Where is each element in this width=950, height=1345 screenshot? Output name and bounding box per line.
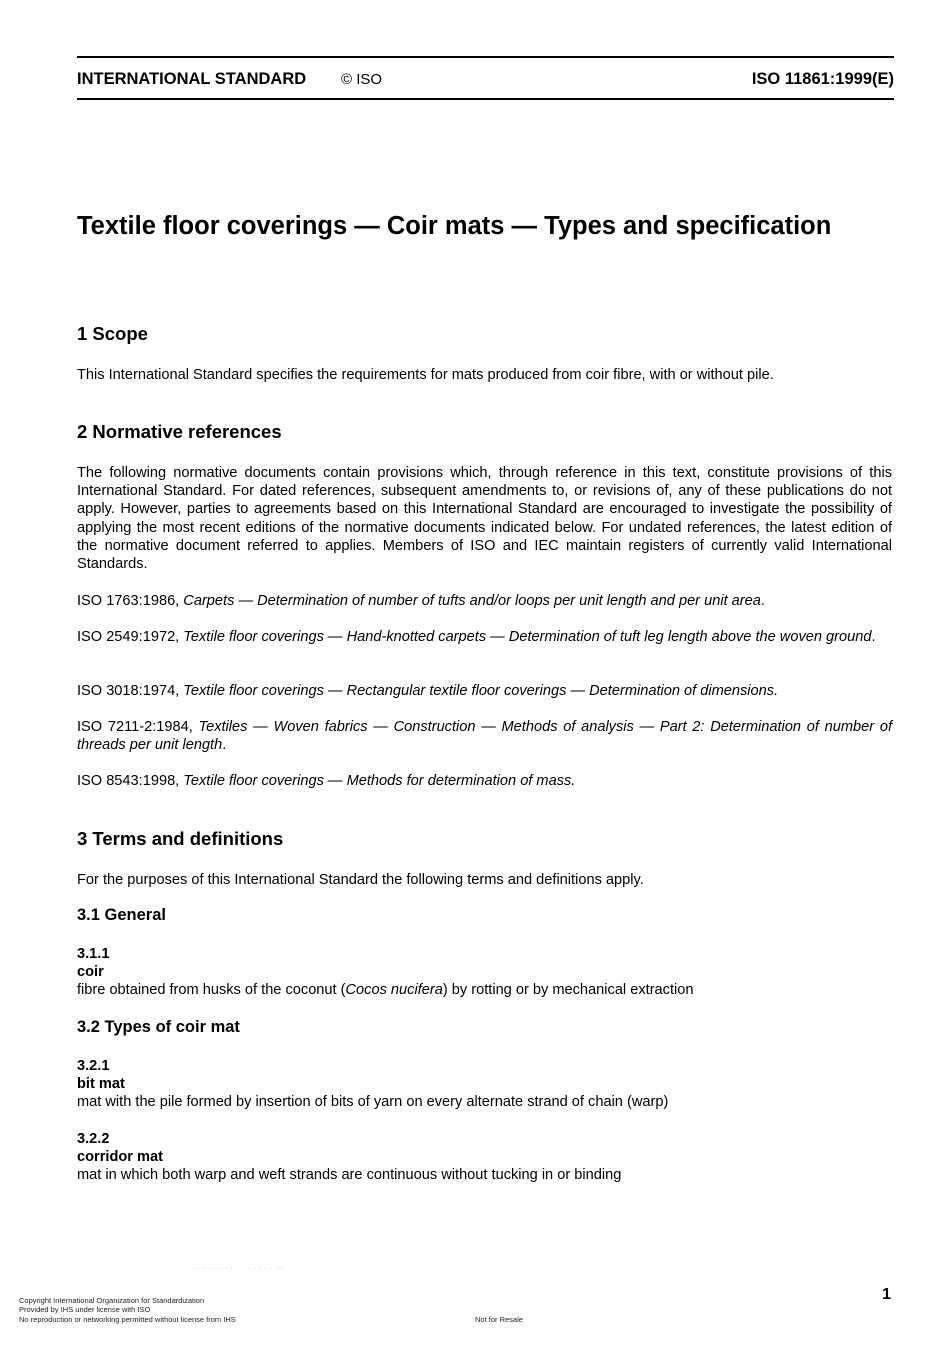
- document-title: Textile floor coverings — Coir mats — Types and specification: [77, 212, 832, 240]
- reference-code: ISO 7211-2:1984,: [77, 719, 199, 735]
- reference-code: ISO 3018:1974,: [77, 683, 184, 699]
- scan-artifact: ·· ·· ···· · · · · · · · · · ···: [193, 1266, 285, 1272]
- page-number: 1: [882, 1286, 891, 1303]
- reference-end: .: [222, 737, 227, 754]
- term-entry: [77, 1057, 892, 1112]
- scope-text: This International Standard specifies the requirements for mats produced from coir fibre, with or without pile.: [77, 367, 774, 383]
- header-top-rule: [77, 56, 894, 58]
- footer-copyright: [19, 1296, 236, 1324]
- subsection-heading-types: 3.2 Types of coir mat: [77, 1018, 240, 1036]
- terms-intro: For the purposes of this International Standard the following terms and definitions apply.: [77, 872, 644, 888]
- normative-reference: [77, 772, 892, 790]
- footer-line: No reproduction or networking permitted without license from IHS: [19, 1314, 236, 1324]
- reference-title: Textile floor coverings — Methods for determination of mass.: [183, 773, 576, 789]
- term-name: corridor mat: [77, 1149, 163, 1166]
- term-number: 3.2.1: [77, 1058, 110, 1074]
- header-standard-type: INTERNATIONAL STANDARD: [77, 70, 307, 88]
- term-number: 3.2.2: [77, 1131, 110, 1147]
- term-name: coir: [77, 964, 104, 981]
- normative-intro: The following normative documents contain provisions which, through reference in this text, constitute provisions of this International Standard. For dated references, subsequent amendments to, or revisions of, any of these publications do not apply. However, parties to agreements based on this International Standard are encouraged to investigate the possibility of applying the most recent editions of the normative documents indicated below. For undated references, the latest edition of the normative document referred to applies. Members of ISO and IEC maintain registers of currently valid International Standards.: [77, 465, 892, 573]
- header-copyright: © ISO: [341, 71, 383, 88]
- reference-title: Textiles — Woven fabrics — Construction — Methods of analysis — Part 2: Determination of number of threads per unit length: [77, 719, 892, 754]
- term-name: bit mat: [77, 1076, 125, 1093]
- reference-code: ISO 2549:1972,: [77, 629, 184, 645]
- reference-code: ISO 1763:1986,: [77, 593, 184, 609]
- normative-reference: [77, 592, 892, 610]
- term-definition: fibre obtained from husks of the coconut (Cocos nucifera) by rotting or by mechanical extraction: [77, 982, 694, 999]
- section-heading-terms: 3 Terms and definitions: [77, 828, 284, 849]
- normative-reference: [77, 628, 892, 646]
- reference-title: Carpets — Determination of number of tufts and/or loops per unit length and per unit area: [183, 593, 761, 609]
- reference-title: Textile floor coverings — Hand-knotted carpets — Determination of tuft leg length above the woven ground: [183, 629, 872, 645]
- term-definition: mat in which both warp and weft strands are continuous without tucking in or binding: [77, 1167, 622, 1184]
- term-number: 3.1.1: [77, 946, 110, 962]
- reference-title: Textile floor coverings — Rectangular textile floor coverings — Determination of dimensions.: [183, 683, 779, 699]
- footer-line: Provided by IHS under license with ISO: [19, 1305, 151, 1315]
- reference-end: .: [871, 629, 876, 645]
- term-entry: [77, 1130, 892, 1185]
- subsection-heading-general: 3.1 General: [77, 906, 166, 924]
- term-definition: mat with the pile formed by insertion of bits of yarn on every alternate strand of chain (warp): [77, 1094, 669, 1111]
- header-standard-number: ISO 11861:1999(E): [751, 70, 894, 88]
- section-heading-scope: 1 Scope: [77, 323, 148, 344]
- reference-end: .: [760, 593, 765, 609]
- footer-line: Copyright International Organization for Standardization: [19, 1296, 205, 1305]
- term-entry: [77, 945, 892, 1000]
- normative-reference: [77, 718, 892, 754]
- footer-resale: Not for Resale: [475, 1315, 523, 1324]
- section-heading-normative: 2 Normative references: [77, 421, 282, 442]
- header-bottom-rule: [77, 98, 894, 100]
- normative-reference: [77, 682, 892, 700]
- page-header: [77, 70, 894, 92]
- reference-code: ISO 8543:1998,: [77, 773, 184, 789]
